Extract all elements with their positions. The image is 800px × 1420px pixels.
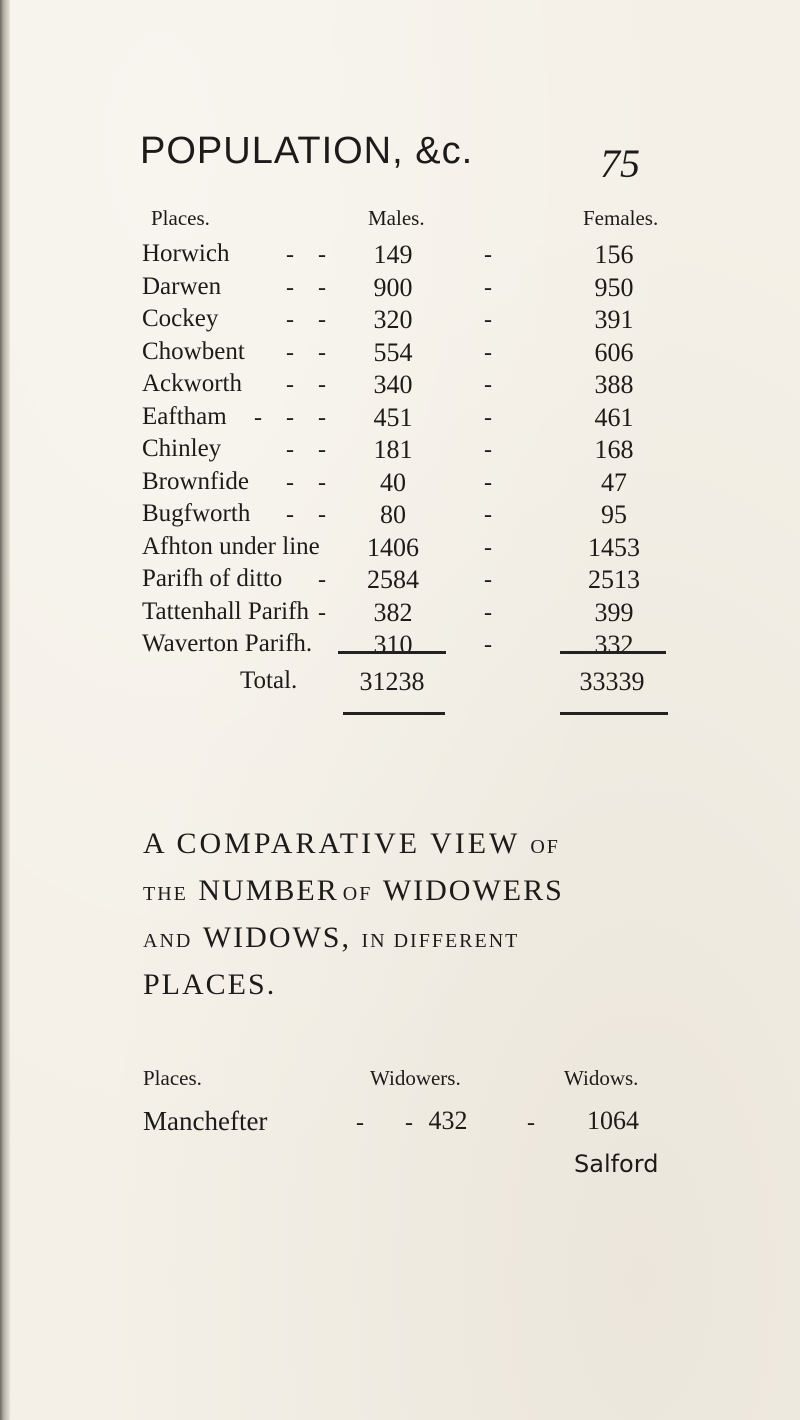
column-header-widows: Widows. <box>564 1066 639 1090</box>
leader-dots: - <box>286 372 312 398</box>
leader-dots: - <box>286 502 312 528</box>
row-females: 606 <box>594 338 634 367</box>
row-females: 461 <box>594 403 634 432</box>
row-females: 332 <box>594 630 634 659</box>
row-females: 1453 <box>588 533 640 562</box>
total-rule-males-top <box>338 651 446 654</box>
total-label: Total. <box>240 667 298 694</box>
row-females: 156 <box>594 240 634 269</box>
book-spine-shadow <box>0 0 10 1420</box>
column-header-males: Males. <box>368 206 425 230</box>
leader-dots: - <box>484 340 510 366</box>
leader-dots: - <box>318 437 344 463</box>
row-females: 388 <box>594 370 634 399</box>
leader-dots: - <box>484 437 510 463</box>
leader-dots: - <box>484 275 510 301</box>
leader-dots: - <box>527 1110 553 1136</box>
leader-dots: - <box>484 535 510 561</box>
row-place: Chowbent <box>142 338 245 365</box>
row-males: 2584 <box>367 565 419 594</box>
leader-dots: - <box>318 405 344 431</box>
leader-dots: - <box>254 405 280 431</box>
handwritten-note: Salford <box>574 1150 659 1178</box>
section-heading <box>143 822 763 1007</box>
table-row <box>0 630 800 670</box>
row-males: 149 <box>373 240 413 269</box>
leader-dots: - <box>356 1110 382 1136</box>
row-males: 1406 <box>367 533 419 562</box>
row-males: 382 <box>373 598 413 627</box>
row-males: 554 <box>373 338 413 367</box>
leader-dots: - <box>484 632 510 658</box>
row-males: 181 <box>373 435 413 464</box>
leader-dots: - <box>286 340 312 366</box>
row-females: 47 <box>601 468 627 497</box>
column-header-places: Places. <box>143 1066 202 1090</box>
row-place: Waverton Parifh. <box>142 630 313 657</box>
leader-dots: - <box>484 567 510 593</box>
leader-dots: - <box>484 372 510 398</box>
leader-dots: - <box>286 437 312 463</box>
row-females: 391 <box>594 305 634 334</box>
row-males: 320 <box>373 305 413 334</box>
leader-dots: - <box>318 242 344 268</box>
leader-dots: - <box>484 502 510 528</box>
row-females: 950 <box>594 273 634 302</box>
page-header <box>140 120 640 190</box>
total-rule-females-top <box>560 651 666 654</box>
column-header-widowers: Widowers. <box>370 1066 461 1090</box>
row-place: Ackworth <box>142 370 242 397</box>
leader-dots: - <box>286 242 312 268</box>
leader-dots: - <box>286 275 312 301</box>
row-place: Afhton under line <box>142 533 320 560</box>
row-females: 95 <box>601 500 627 529</box>
row-place: Darwen <box>142 273 222 300</box>
section-heading-line-2: THE NUMBER OF WIDOWERS <box>143 874 564 907</box>
column-header-females: Females. <box>583 206 659 230</box>
row-place: Tattenhall Parifh <box>142 598 309 625</box>
total-row <box>0 667 800 707</box>
row-females: 168 <box>594 435 634 464</box>
section-heading-line-3: AND WIDOWS, IN DIFFERENT <box>143 921 520 954</box>
leader-dots: - <box>484 307 510 333</box>
widow-row-widowers: 432 <box>428 1106 468 1135</box>
widow-row-widows: 1064 <box>587 1106 639 1135</box>
row-place: Chinley <box>142 435 222 462</box>
row-place: Cockey <box>142 305 219 332</box>
row-females: 2513 <box>588 565 640 594</box>
leader-dots: - <box>318 567 344 593</box>
total-females: 33339 <box>579 667 645 696</box>
row-males: 40 <box>380 468 406 497</box>
running-title: POPULATION, &c. <box>140 130 474 172</box>
row-males: 340 <box>373 370 413 399</box>
row-females: 399 <box>594 598 634 627</box>
leader-dots: - <box>318 600 344 626</box>
leader-dots: - <box>318 470 344 496</box>
row-place: Bugfworth <box>142 500 251 527</box>
leader-dots: - <box>318 372 344 398</box>
page-number: 75 <box>600 141 640 186</box>
total-rule-females-bottom <box>560 712 668 715</box>
leader-dots: - <box>318 340 344 366</box>
section-heading-line-4: PLACES. <box>143 968 277 1001</box>
row-place: Parifh of ditto <box>142 565 283 592</box>
leader-dots: - <box>405 1110 431 1136</box>
leader-dots: - <box>318 307 344 333</box>
total-males: 31238 <box>359 667 425 696</box>
row-place: Horwich <box>142 240 230 267</box>
leader-dots: - <box>318 275 344 301</box>
widow-row-place: Manchefter <box>143 1106 268 1136</box>
column-header-places: Places. <box>151 206 210 230</box>
total-rule-males-bottom <box>343 712 445 715</box>
leader-dots: - <box>286 470 312 496</box>
row-males: 310 <box>373 630 413 659</box>
leader-dots: - <box>484 242 510 268</box>
leader-dots: - <box>286 307 312 333</box>
row-place: Brownfide <box>142 468 249 495</box>
row-males: 900 <box>373 273 413 302</box>
leader-dots: - <box>484 600 510 626</box>
widow-row <box>0 1106 800 1146</box>
leader-dots: - <box>286 405 312 431</box>
section-heading-line-1: A COMPARATIVE VIEW OF <box>143 827 560 860</box>
row-males: 80 <box>380 500 406 529</box>
leader-dots: - <box>484 470 510 496</box>
leader-dots: - <box>484 405 510 431</box>
row-males: 451 <box>373 403 413 432</box>
leader-dots: - <box>318 502 344 528</box>
row-place: Eaftham <box>142 403 227 430</box>
